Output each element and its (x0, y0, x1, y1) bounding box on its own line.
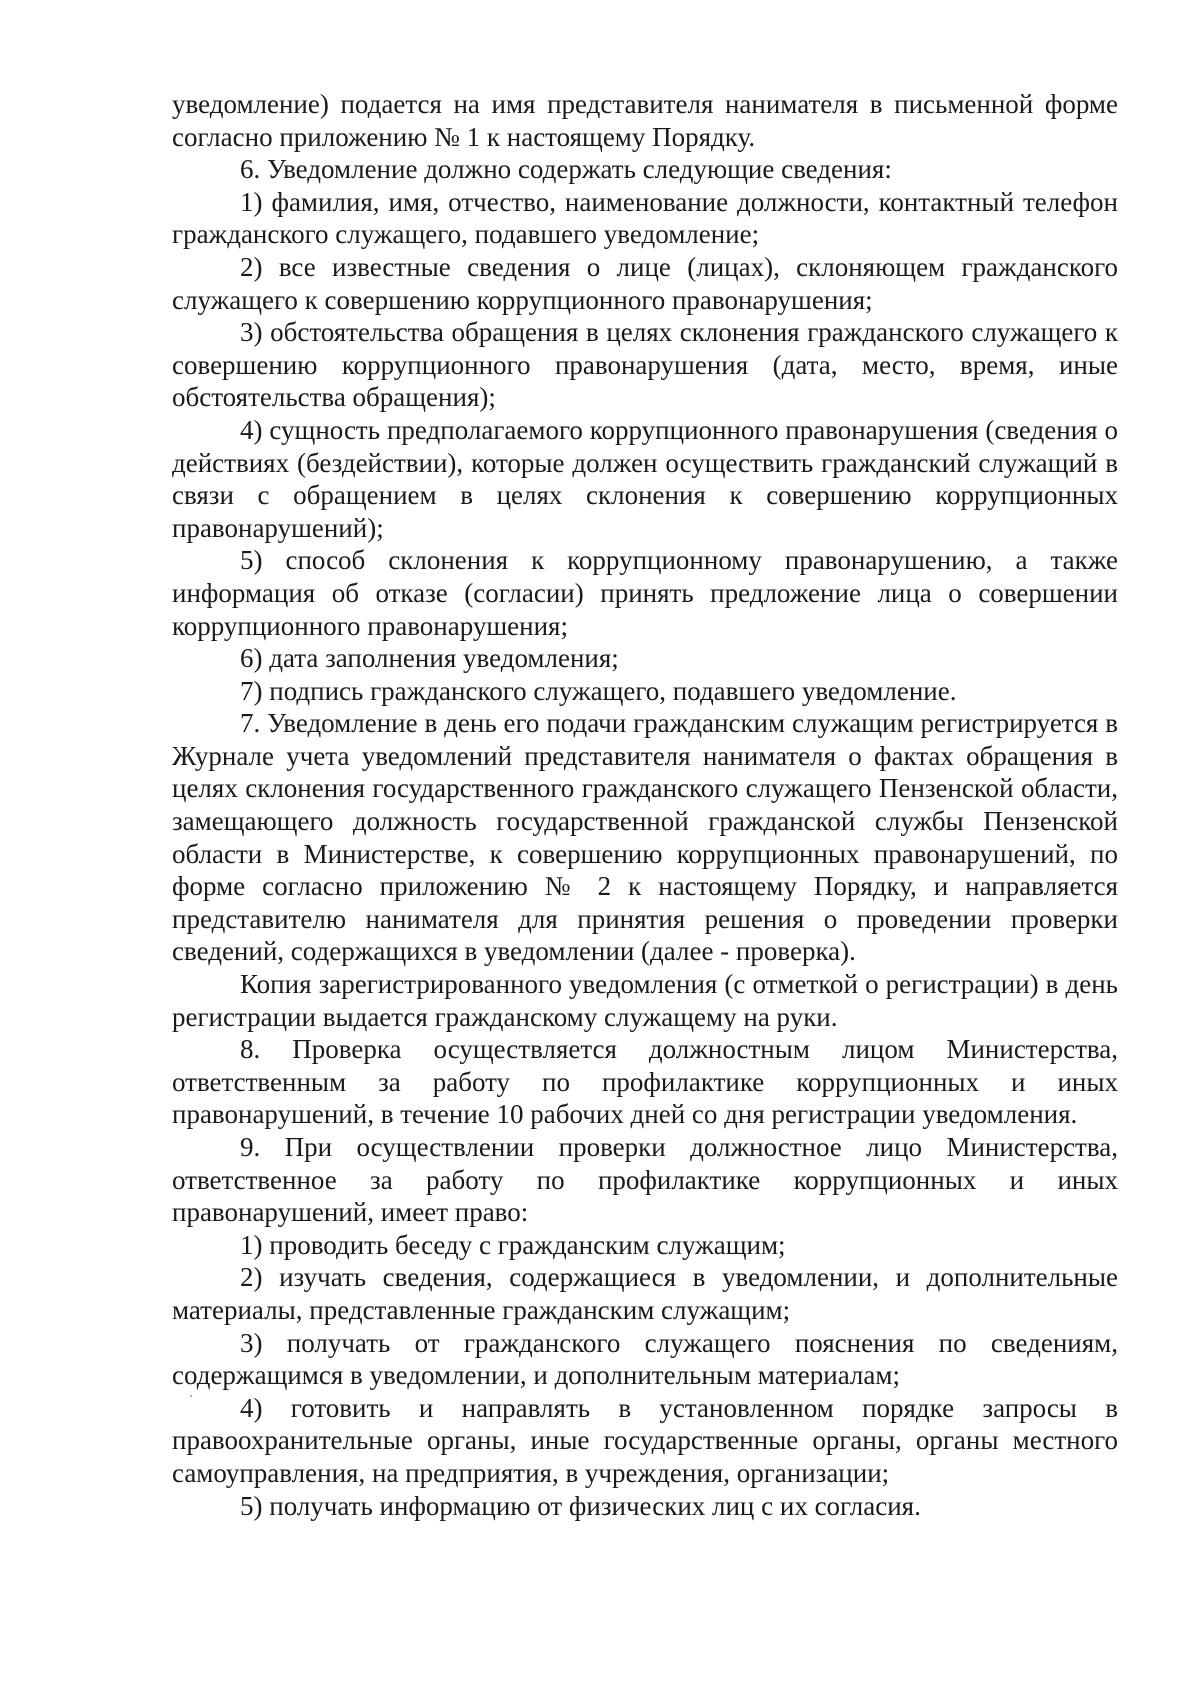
paragraph-item-6: 6. Уведомление должно содержать следующие сведения: (240, 154, 892, 185)
paragraph-item-9-3: 3) получать от гражданского служащего пояснения по сведениям, содержащимся в уведомлении, и дополнительным материалам; (172, 1327, 1118, 1391)
paragraph-item-9-1: 1) проводить беседу с гражданским служащим; (240, 1229, 786, 1260)
paragraph-item-6-6: 6) дата заполнения уведомления; (240, 643, 619, 674)
paragraph-item-6-4: 4) сущность предполагаемого коррупционного правонарушения (сведения о действиях (бездействии), которые должен осуществить гражданский служащий в связи с обращением в целях склонения к совершению коррупционных правонарушений); (172, 414, 1118, 543)
paragraph-continuation: уведомление) подается на имя представителя нанимателя в письменной форме согласно приложению № 1 к настоящему Порядку. (172, 89, 1118, 152)
paragraph-item-7-copy: Копия зарегистрированного уведомления (с отметкой о регистрации) в день регистрации выдается гражданскому служащему на руки. (172, 969, 1118, 1032)
paragraph-item-6-7: 7) подпись гражданского служащего, подавшего уведомление. (240, 675, 957, 706)
paragraph-item-6-2: 2) все известные сведения о лице (лицах), склоняющем гражданского служащего к совершению коррупционного правонарушения; (172, 251, 1118, 315)
document-body (172, 88, 1118, 1522)
scan-speck (190, 1395, 192, 1397)
paragraph-item-9-4: 4) готовить и направлять в установленном порядке запросы в правоохранительные органы, иные государственные органы, органы местного самоуправления, на предприятия, в учреждения, организации; (172, 1392, 1118, 1488)
paragraph-item-9-5: 5) получать информацию от физических лиц с их согласия. (240, 1490, 921, 1521)
paragraph-item-9: 9. При осуществлении проверки должностное лицо Министерства, ответственное за работу по профилактике коррупционных и иных правонарушений, имеет право: (172, 1132, 1118, 1228)
paragraph-item-9-2: 2) изучать сведения, содержащиеся в уведомлении, и дополнительные материалы, представленные гражданским служащим; (172, 1262, 1118, 1325)
paragraph-item-7: 7. Уведомление в день его подачи гражданским служащим регистрируется в Журнале учета уведомлений представителя нанимателя о фактах обращения в целях склонения государственного гражданского служащего Пензенской области, замещающего должность государственной гражданской службы Пензенской области в Министерстве, к совершению коррупционных правонарушений, по форме согласно приложению № 2 к настоящему Порядку, и направляется представителю нанимателя для принятия решения о проведении проверки сведений, содержащихся в уведомлении (далее - проверка). (172, 708, 1118, 967)
paragraph-item-6-3: 3) обстоятельства обращения в целях склонения гражданского служащего к совершению коррупционного правонарушения (дата, место, время, иные обстоятельства обращения); (172, 317, 1118, 413)
paragraph-item-8: 8. Проверка осуществляется должностным лицом Министерства, ответственным за работу по профилактике коррупционных и иных правонарушений, в течение 10 рабочих дней со дня регистрации уведомления. (172, 1034, 1118, 1130)
paragraph-item-6-5: 5) способ склонения к коррупционному правонарушению, а также информация об отказе (согласии) принять предложение лица о совершении коррупционного правонарушения; (172, 545, 1118, 641)
paragraph-item-6-1: 1) фамилия, имя, отчество, наименование должности, контактный телефон гражданского служащего, подавшего уведомление; (172, 186, 1118, 250)
